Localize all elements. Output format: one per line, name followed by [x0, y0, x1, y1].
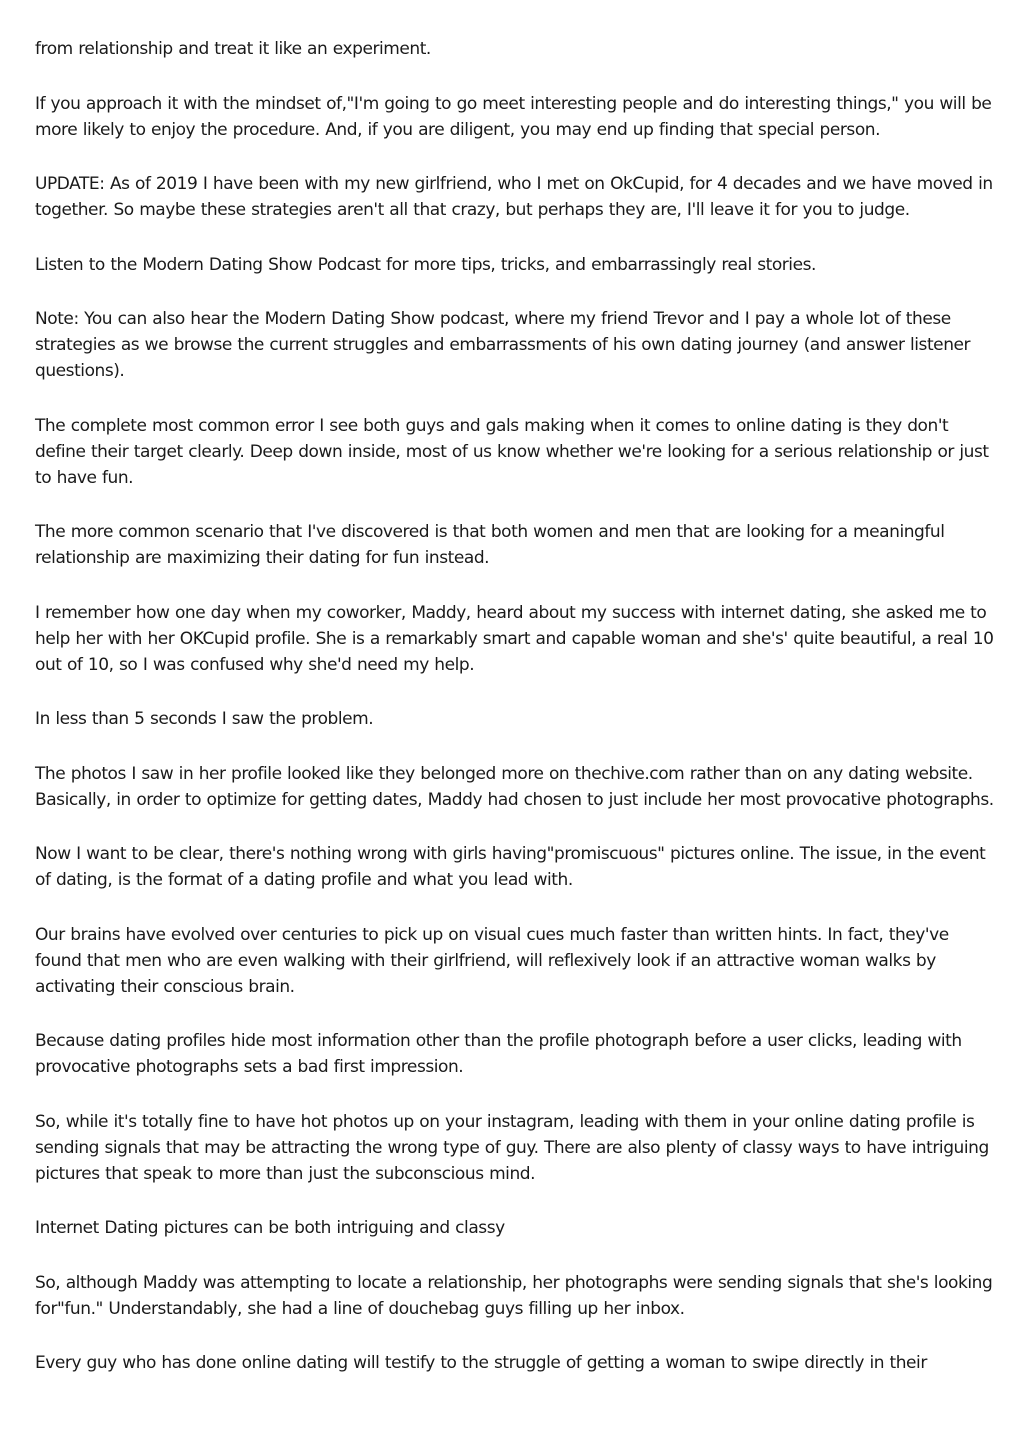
- paragraph: In less than 5 seconds I saw the problem.: [35, 709, 374, 729]
- paragraph: The more common scenario that I've discovered is that both women and men that are looking for a meaningful relationship are maximizing their dating for fun instead.: [35, 522, 945, 568]
- paragraph: UPDATE: As of 2019 I have been with my new girlfriend, who I met on OkCupid, for 4 decades and we have moved in together. So maybe these strategies aren't all that crazy, but perhaps they are, I'll leave it for you to judge.: [35, 174, 993, 220]
- paragraph: Every guy who has done online dating will testify to the struggle of getting a woman to swipe directly in their: [35, 1353, 927, 1373]
- paragraph: The complete most common error I see both guys and gals making when it comes to online dating is they don't define their target clearly. Deep down inside, most of us know whether we're looking for a serious relationship or just to have fun.: [35, 415, 989, 488]
- paragraph: I remember how one day when my coworker, Maddy, heard about my success with internet dating, she asked me to help her with her OKCupid profile. She is a remarkably smart and capable woman and she's' quite beautiful, a real 10 out of 10, so I was confused why she'd need my help.: [35, 602, 994, 675]
- paragraph: Listen to the Modern Dating Show Podcast for more tips, tricks, and embarrassingly real stories.: [35, 254, 816, 275]
- paragraph: Note: You can also hear the Modern Dating Show podcast, where my friend Trevor and I pay a whole lot of these strategies as we browse the current struggles and embarrassments of his own dating journey (and answer listener questions).: [35, 309, 971, 381]
- paragraph: Internet Dating pictures can be both intriguing and classy: [35, 1218, 505, 1238]
- document-body: [35, 36, 995, 1376]
- paragraph: from relationship and treat it like an experiment.: [35, 39, 431, 59]
- paragraph: Now I want to be clear, there's nothing wrong with girls having"promiscuous" pictures online. The issue, in the event of dating, is the format of a dating profile and what you lead with.: [35, 844, 986, 890]
- paragraph: Our brains have evolved over centuries to pick up on visual cues much faster than written hints. In fact, they've found that men who are even walking with their girlfriend, will reflexively look if an attractive woman walks by activating their conscious brain.: [35, 924, 949, 997]
- paragraph: If you approach it with the mindset of,"I'm going to go meet interesting people and do interesting things," you will be more likely to enjoy the procedure. And, if you are diligent, you may end up finding that special person.: [35, 93, 992, 140]
- paragraph: So, although Maddy was attempting to locate a relationship, her photographs were sending signals that she's looking for"fun." Understandably, she had a line of douchebag guys filling up her inbox.: [35, 1272, 993, 1319]
- paragraph: So, while it's totally fine to have hot photos up on your instagram, leading with them in your online dating profile is sending signals that may be attracting the wrong type of guy. There are also plenty of classy ways to have intriguing pictures that speak to more than just the subconscious mind.: [35, 1111, 989, 1184]
- paragraph: The photos I saw in her profile looked like they belonged more on thechive.com rather than on any dating website. Basically, in order to optimize for getting dates, Maddy had chosen to just include her most provocative photographs.: [35, 763, 994, 810]
- paragraph: Because dating profiles hide most information other than the profile photograph before a user clicks, leading with provocative photographs sets a bad first impression.: [35, 1031, 962, 1077]
